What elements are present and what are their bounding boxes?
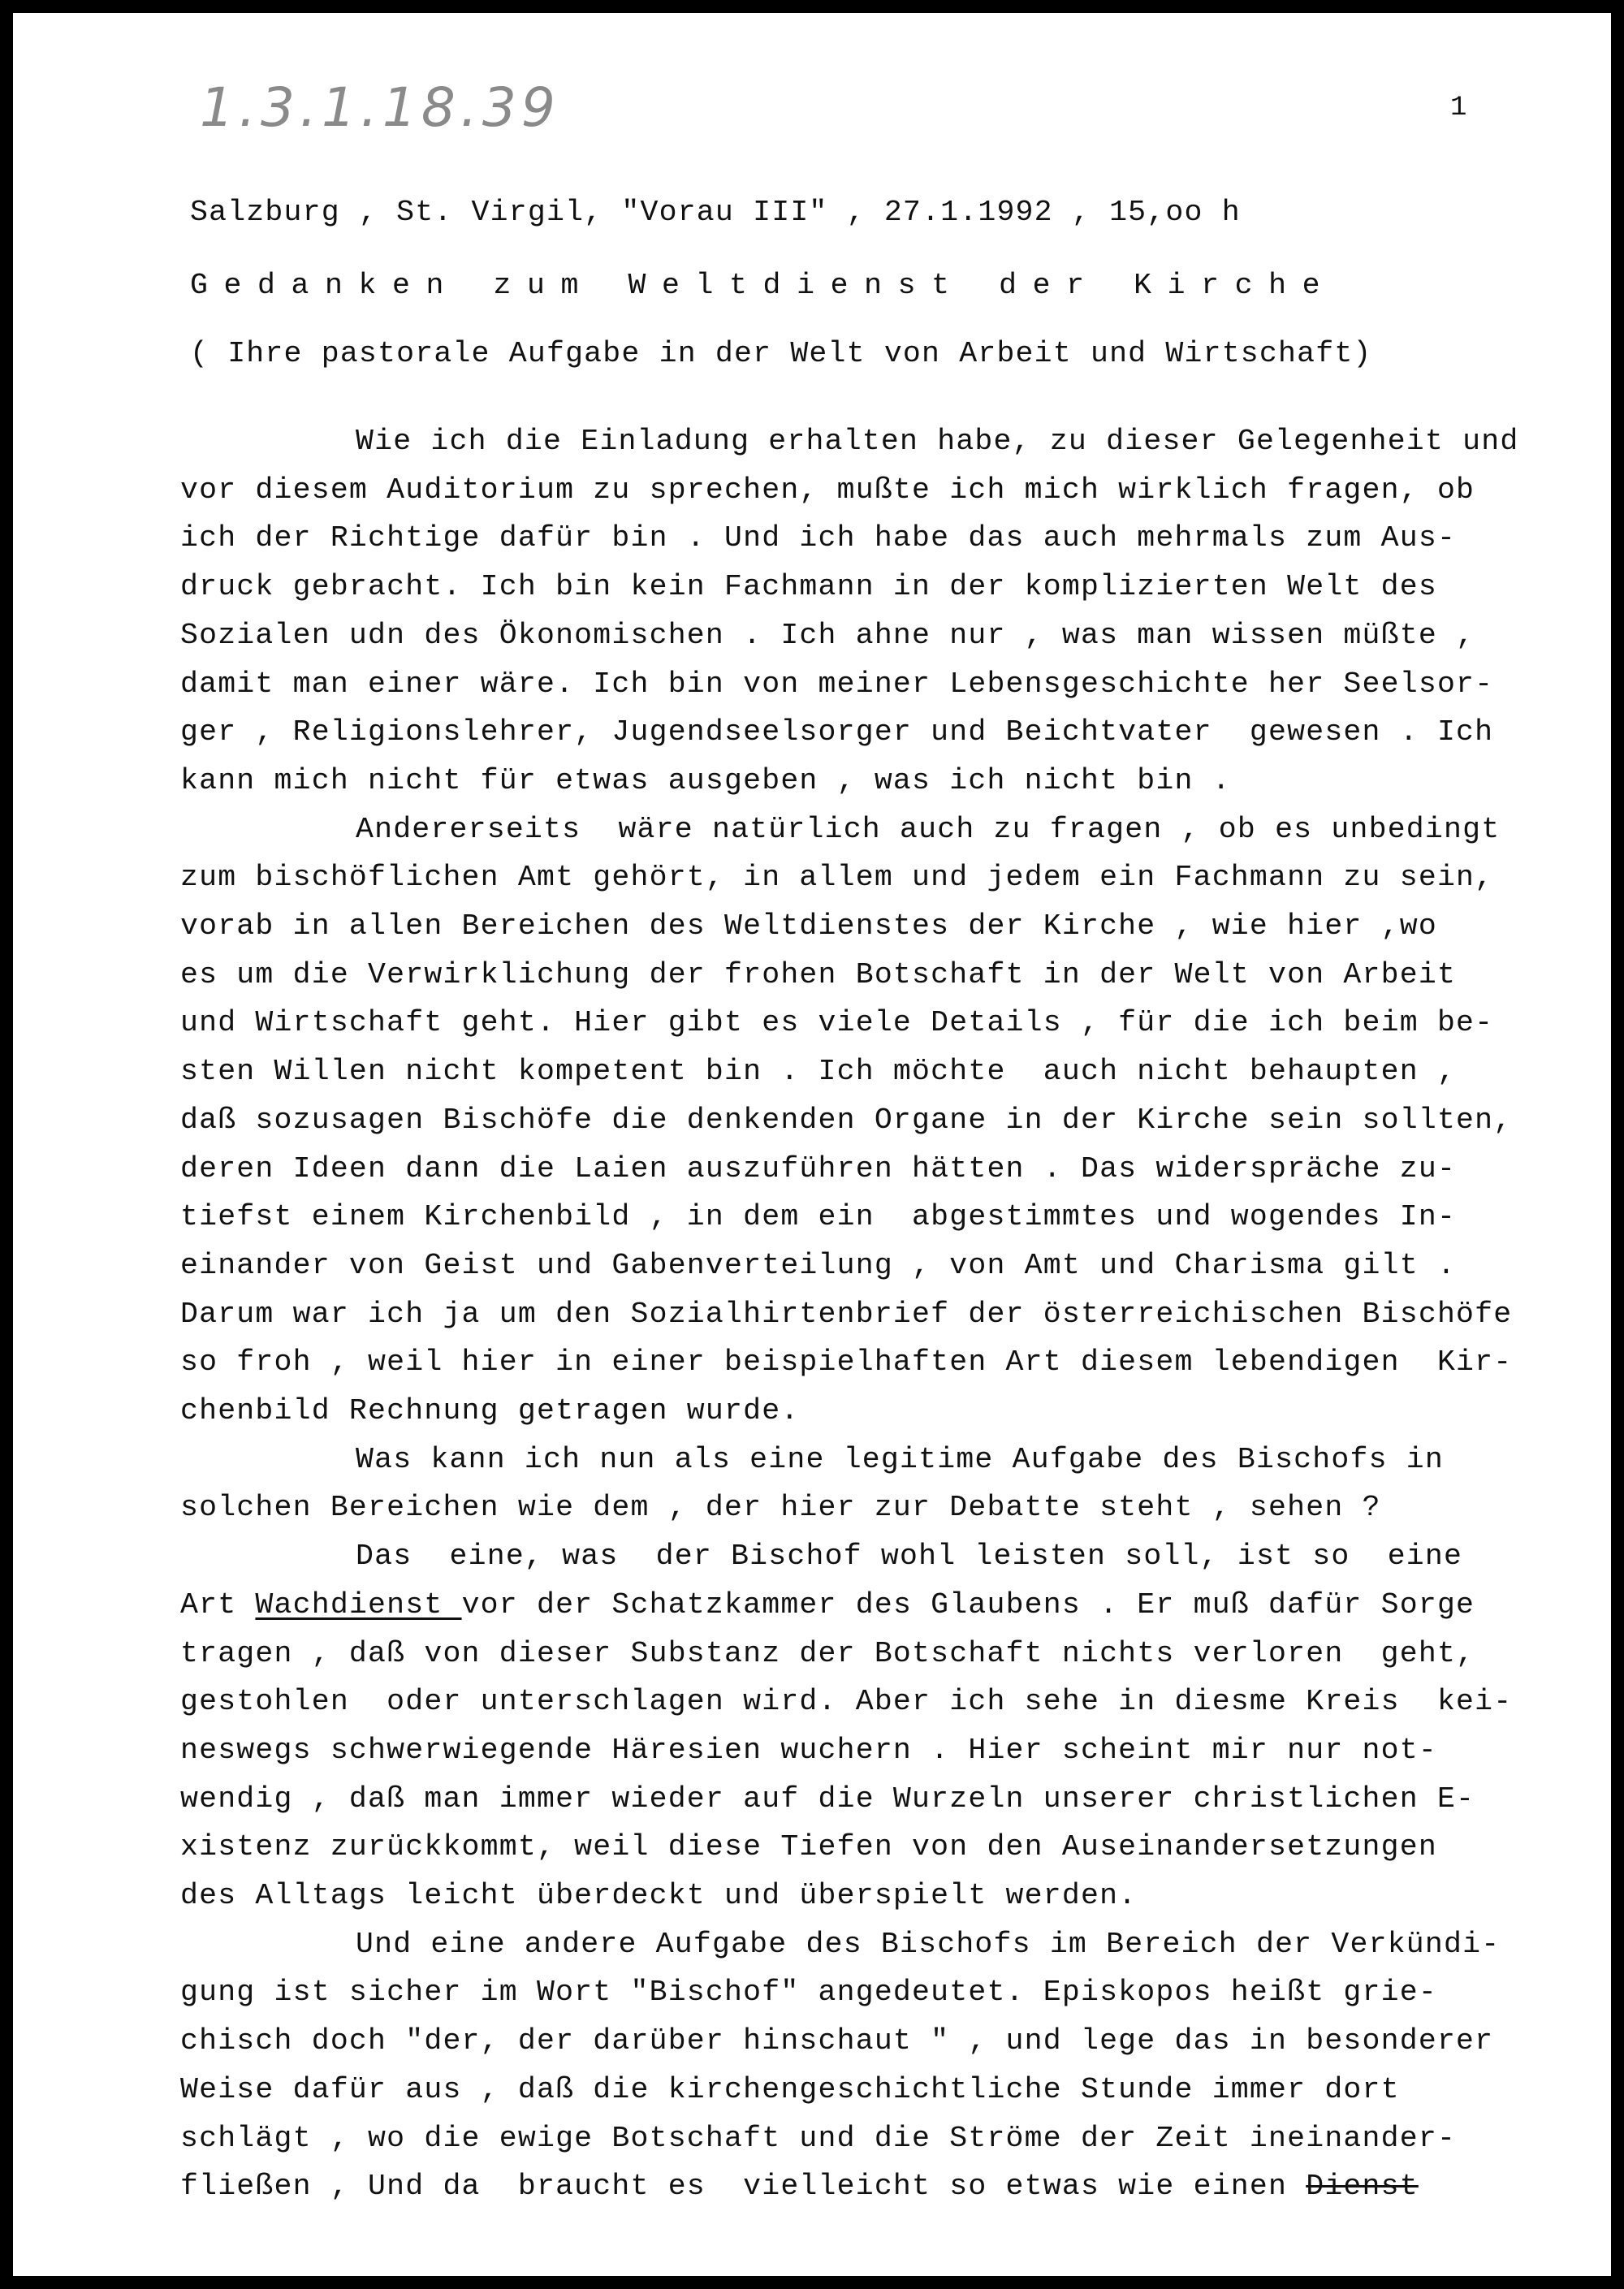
body-line: deren Ideen dann die Laien auszuführen hätten . Das widerspräche zu- [180, 1152, 1457, 1186]
body-line: Weise dafür aus , daß die kirchengeschichtliche Stunde immer dort [180, 2073, 1400, 2106]
body-line: vor diesem Auditorium zu sprechen, mußte ich mich wirklich fragen, ob [180, 473, 1475, 507]
body-line: Darum war ich ja um den Sozialhirtenbrief der österreichischen Bischöfe [180, 1298, 1513, 1331]
document-title: Gedanken zum Weltdienst der Kirche [190, 269, 1337, 302]
body-line: Und eine andere Aufgabe des Bischofs im Bereich der Verkündi- [356, 1928, 1501, 1961]
body-line: des Alltags leicht überdeckt und überspielt werden. [180, 1879, 1138, 1912]
body-line: es um die Verwirklichung der frohen Botschaft in der Welt von Arbeit [180, 958, 1457, 991]
underlined-term: Wachdienst [255, 1588, 462, 1622]
body-line: xistenz zurückkommt, weil diese Tiefen von den Auseinandersetzungen [180, 1830, 1437, 1864]
body-line: ich der Richtige dafür bin . Und ich habe das auch mehrmals zum Aus- [180, 521, 1457, 555]
body-line: tragen , daß von dieser Substanz der Botschaft nichts verloren geht, [180, 1637, 1475, 1670]
body-line: druck gebracht. Ich bin kein Fachmann in der komplizierten Welt des [180, 570, 1437, 603]
body-line: gung ist sicher im Wort "Bischof" angedeutet. Episkopos heißt grie- [180, 1976, 1437, 2009]
body-line: Art Wachdienst vor der Schatzkammer des Glaubens . Er muß dafür Sorge [180, 1588, 1475, 1622]
body-line: solchen Bereichen wie dem , der hier zur Debatte steht , sehen ? [180, 1491, 1381, 1524]
body-line: chisch doch "der, der darüber hinschaut " , und lege das in besonderer [180, 2024, 1494, 2058]
body-line: wendig , daß man immer wieder auf die Wurzeln unserer christlichen E- [180, 1782, 1475, 1816]
body-line: Wie ich die Einladung erhalten habe, zu dieser Gelegenheit und [356, 425, 1519, 458]
body-line: Sozialen udn des Ökonomischen . Ich ahne nur , was man wissen müßte , [180, 619, 1475, 652]
archive-reference: 1.3.1.18.39 [200, 76, 560, 139]
body-line: so froh , weil hier in einer beispielhaften Art diesem lebendigen Kir- [180, 1345, 1513, 1379]
struck-word: Dienst [1306, 2170, 1419, 2203]
body-line: Was kann ich nun als eine legitime Aufgabe des Bischofs in [356, 1443, 1445, 1476]
body-line: kann mich nicht für etwas ausgeben , was ich nicht bin . [180, 764, 1231, 797]
body-line: Andererseits wäre natürlich auch zu fragen , ob es unbedingt [356, 813, 1501, 846]
body-line: ger , Religionslehrer, Jugendseelsorger und Beichtvater gewesen . Ich [180, 715, 1494, 749]
body-line: zum bischöflichen Amt gehört, in allem und jedem ein Fachmann zu sein, [180, 861, 1494, 894]
body-line: tiefst einem Kirchenbild , in dem ein abgestimmtes und wogendes In- [180, 1200, 1457, 1233]
body-line: Das eine, was der Bischof wohl leisten soll, ist so eine [356, 1540, 1463, 1573]
body-line: vorab in allen Bereichen des Weltdienstes der Kirche , wie hier ,wo [180, 909, 1437, 943]
body-line: und Wirtschaft geht. Hier gibt es viele Details , für die ich beim be- [180, 1006, 1494, 1039]
body-line: chenbild Rechnung getragen wurde. [180, 1394, 800, 1427]
event-line: Salzburg , St. Virgil, "Vorau III" , 27.1.1992 , 15,oo h [190, 196, 1241, 229]
page-number: 1 [1450, 93, 1467, 123]
document-subtitle: ( Ihre pastorale Aufgabe in der Welt von Arbeit und Wirtschaft) [190, 337, 1372, 370]
body-line: einander von Geist und Gabenverteilung , von Amt und Charisma gilt . [180, 1249, 1457, 1282]
body-line: daß sozusagen Bischöfe die denkenden Organe in der Kirche sein sollten, [180, 1103, 1513, 1137]
body-line: gestohlen oder unterschlagen wird. Aber ich sehe in diesme Kreis kei- [180, 1685, 1513, 1718]
body-line: schlägt , wo die ewige Botschaft und die Ströme der Zeit ineinander- [180, 2122, 1457, 2155]
body-line: sten Willen nicht kompetent bin . Ich möchte auch nicht behaupten , [180, 1055, 1457, 1088]
body-line: damit man einer wäre. Ich bin von meiner Lebensgeschichte her Seelsor- [180, 667, 1494, 701]
body-line: neswegs schwerwiegende Häresien wuchern . Hier scheint mir nur not- [180, 1734, 1437, 1767]
body-line: fließen , Und da braucht es vielleicht so etwas wie einen Dienst [180, 2170, 1419, 2203]
document-page [13, 13, 1611, 2276]
